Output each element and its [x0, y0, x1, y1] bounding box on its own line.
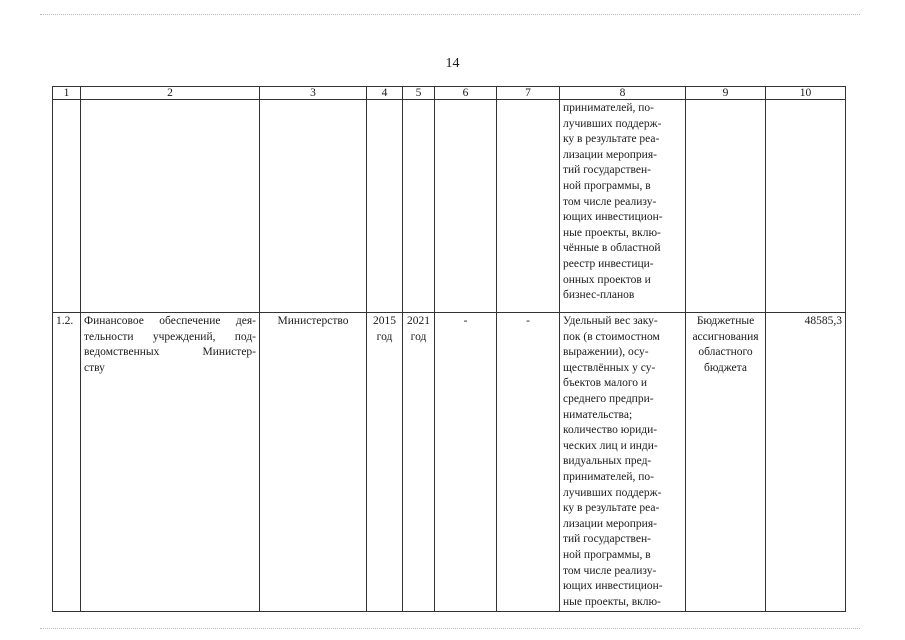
end-year-unit: год — [410, 330, 427, 343]
indicator-line: принимателей, по- — [563, 102, 654, 114]
header-cell-9: 9 — [686, 87, 766, 100]
indicator-cell — [560, 313, 686, 612]
indicator-line: лучивших поддерж- — [563, 486, 662, 499]
indicator-line: пок (в стоимостном — [563, 330, 660, 343]
indicator-line: Удельный вес заку- — [563, 315, 658, 327]
indicator-line: ку в результате реа- — [563, 502, 660, 515]
cell-empty — [766, 100, 846, 313]
title-line: ству — [84, 361, 105, 374]
indicator-line: том числе реализу- — [563, 564, 657, 577]
indicator-line: чённые в областной — [563, 242, 661, 255]
funding-line: бюджета — [704, 361, 747, 374]
indicator-line: нимательства; — [563, 408, 633, 421]
indicator-line: тий государствен- — [563, 164, 651, 177]
indicator-line: среднего предпри- — [563, 392, 654, 405]
continuation-row — [53, 100, 846, 313]
scan-artifact-bottom — [40, 628, 860, 630]
funding-line: ассигнования — [692, 330, 759, 343]
indicator-line: ющих инвестицион- — [563, 580, 663, 593]
indicator-line: реестр инвестици- — [563, 257, 654, 270]
cell-empty — [403, 100, 435, 313]
header-cell-3: 3 — [260, 87, 367, 100]
cell-empty — [367, 100, 403, 313]
indicator-line: ку в результате реа- — [563, 133, 660, 146]
cell-empty — [260, 100, 367, 313]
cell-empty — [81, 100, 260, 313]
indicator-continuation-cell — [560, 100, 686, 313]
end-year: 2021 — [407, 315, 430, 327]
title-line: Финансовое обеспечение дея- — [84, 315, 256, 327]
funding-source-cell — [686, 313, 766, 612]
title-line: ведомственных Министер- — [84, 346, 256, 359]
header-cell-2: 2 — [81, 87, 260, 100]
indicator-line: бъектов малого и — [563, 377, 648, 390]
row-1-2 — [53, 313, 846, 612]
indicator-line: ческих лиц и инди- — [563, 439, 658, 452]
indicator-line: лизации мероприя- — [563, 148, 657, 161]
indicator-line: количество юриди- — [563, 424, 658, 437]
indicator-line: лучивших поддерж- — [563, 117, 662, 130]
header-cell-10: 10 — [766, 87, 846, 100]
indicator-line: ной программы, в — [563, 548, 651, 561]
amount-cell: 48585,3 — [766, 313, 846, 612]
indicator-line: тий государствен- — [563, 533, 651, 546]
indicator-line: ные проекты, вклю- — [563, 595, 661, 608]
indicator-line: ющих инвестицион- — [563, 211, 663, 224]
cell-empty — [435, 100, 497, 313]
program-table — [52, 86, 846, 612]
executor-cell: Министерство — [260, 313, 367, 612]
indicator-line: ной программы, в — [563, 179, 651, 192]
col7-cell: - — [497, 313, 560, 612]
header-cell-1: 1 — [53, 87, 81, 100]
start-year: 2015 — [373, 315, 396, 327]
title-line: тельности учреждений, под- — [84, 330, 256, 343]
funding-line: Бюджетные — [696, 315, 755, 327]
cell-empty — [686, 100, 766, 313]
indicator-line: выражении), осу- — [563, 346, 649, 359]
indicator-line: видуальных пред- — [563, 455, 652, 468]
indicator-line: бизнес-планов — [563, 289, 635, 302]
header-cell-4: 4 — [367, 87, 403, 100]
indicator-line: ществлённых у су- — [563, 361, 656, 374]
cell-empty — [53, 100, 81, 313]
header-cell-8: 8 — [560, 87, 686, 100]
end-year-cell — [403, 313, 435, 612]
indicator-line: ные проекты, вклю- — [563, 226, 661, 239]
scan-artifact-top — [40, 14, 860, 16]
start-year-unit: год — [376, 330, 393, 343]
measure-title — [81, 313, 260, 612]
indicator-line: онных проектов и — [563, 273, 651, 286]
header-row — [53, 87, 846, 100]
header-cell-6: 6 — [435, 87, 497, 100]
page-number: 14 — [445, 56, 460, 71]
cell-empty — [497, 100, 560, 313]
indicator-line: лизации мероприя- — [563, 517, 657, 530]
indicator-line: принимателей, по- — [563, 470, 654, 483]
col6-cell: - — [435, 313, 497, 612]
indicator-line: том числе реализу- — [563, 195, 657, 208]
header-cell-5: 5 — [403, 87, 435, 100]
row-number: 1.2. — [53, 313, 81, 612]
start-year-cell — [367, 313, 403, 612]
header-cell-7: 7 — [497, 87, 560, 100]
funding-line: областного — [698, 346, 753, 359]
